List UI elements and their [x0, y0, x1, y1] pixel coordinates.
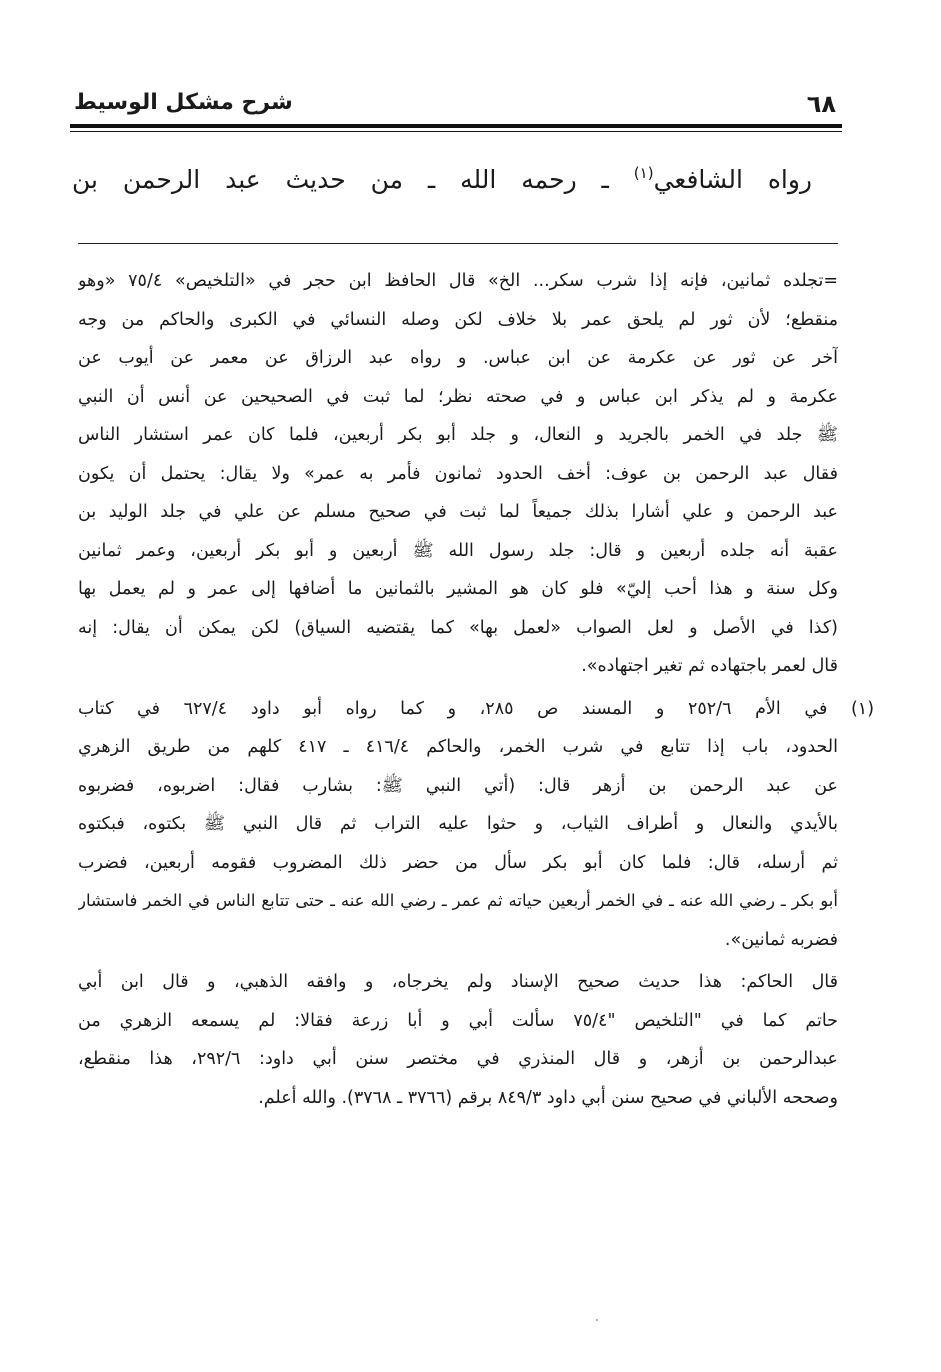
running-title: شرح مشكل الوسيط [74, 90, 293, 115]
footnote-line: عبد الرحمن و علي أشارا بذلك جميعاً لما ثبت في صحيح مسلم عن علي في جلد الوليد بن [78, 502, 838, 522]
footnote-line: (١) في الأم ٢٥٢/٦ و المسند ص ٢٨٥، و كما رواه أبو داود ٦٢٧/٤ في كتاب [78, 698, 874, 719]
footnote-line: وكل سنة و هذا أحب إليّ» فلو كان هو المشير بالثمانين ما أضافها إلى عمر و لم يعمل بها [78, 579, 838, 599]
footnote-line: عقبة أنه جلده أربعين و قال: جلد رسول الله ﷺ أربعين و أبو بكر أربعين، وعمر ثمانين [78, 540, 838, 561]
footnote-continuation [78, 262, 838, 686]
page-number: ٦٨ [806, 90, 836, 118]
footnote-line: وصححه الألباني في صحيح سنن أبي داود ٨٤٩/٣ برقم (٣٧٦٦ ـ ٣٧٦٨). والله أعلم. [258, 1087, 838, 1108]
main-text-line [72, 158, 812, 202]
footnote-line: ﷺ جلد في الخمر بالجريد و النعال، و جلد أبو بكر أربعين، فلما كان عمر استشار الناس [78, 425, 838, 445]
footnote-line: حاتم كما في "التلخيص "٧٥/٤ سألت أبي و أبا زرعة فقالا: لم يسمعه الزهري من [78, 1010, 838, 1031]
main-text-after-note: ـ رحمه الله ـ من حديث عبد الرحمن بن [72, 165, 634, 194]
footnote-line: عن عبد الرحمن بن أزهر قال: (أتي النبي ﷺ: بشارب فقال: اضربوه، فضربوه [78, 775, 838, 796]
footnotes-block [78, 262, 874, 1117]
footnote-line: =تجلده ثمانين، فإنه إذا شرب سكر... الخ» قال الحافظ ابن حجر في «التلخيص» ٧٥/٤ «وهو [78, 271, 838, 291]
footnote-line: أبو بكر ـ رضي الله عنه ـ في الخمر أربعين حياته ثم عمر ـ رضي الله عنه ـ حتى تتابع الناس في الخمر فاستشار [78, 891, 838, 910]
footnote-line: منقطع؛ لأن ثور لم يلحق عمر بلا خلاف لكن وصله النسائي في الكبرى والحاكم من وجه [78, 309, 838, 330]
footnote-1 [78, 690, 874, 960]
footnote-marker: (١) [633, 164, 654, 182]
header-rule-thin [70, 131, 842, 132]
footnote-line: قال لعمر باجتهاده ثم تغير اجتهاده». [581, 656, 838, 676]
main-text-before-note: رواه الشافعي [653, 165, 813, 194]
footnote-line: فضربه ثمانين». [724, 929, 838, 950]
header-rule-thick [70, 124, 842, 128]
footnote-line: الحدود، باب إذا تتابع في شرب الخمر، والحاكم ٤١٦/٤ ـ ٤١٧ كلهم من طريق الزهري [78, 737, 838, 757]
running-header [70, 88, 842, 128]
footnote-line: ثم أرسله، قال: فلما كان أبو بكر سأل من حضر ذلك المضروب فقومه أربعين، فضرب [78, 852, 838, 873]
footnote-line: عكرمة و لم يذكر ابن عباس و في صحته نظر؛ لما ثبت في الصحيحين عن أنس أن النبي [78, 386, 838, 407]
footnote-hakim-paragraph [78, 963, 838, 1117]
footnote-line: عبدالرحمن بن أزهر، و قال المنذري في مختصر سنن أبي داود: ٢٩٢/٦، هذا منقطع، [78, 1049, 838, 1069]
scan-speck [596, 1319, 598, 1321]
footnote-line: فقال عبد الرحمن بن عوف: أخف الحدود ثمانون فأمر به عمر» ولا يقال: يحتمل أن يكون [78, 463, 838, 484]
footnote-line: بالأيدي والنعال و أطراف الثياب، و حثوا عليه التراب ثم قال النبي ﷺ بكتوه، فبكتوه [78, 814, 838, 834]
footnote-line: قال الحاكم: هذا حديث صحيح الإسناد ولم يخرجاه، و وافقه الذهبي، و قال ابن أبي [78, 972, 838, 992]
footnote-line: آخر عن ثور عن عكرمة عن ابن عباس. و رواه عبد الرزاق عن معمر عن أيوب عن [78, 348, 838, 368]
footnote-separator [78, 243, 838, 244]
footnote-line: (كذا في الأصل و لعل الصواب «لعمل بها» كما يقتضيه السياق) لكن يمكن أن يقال: إنه [78, 617, 838, 638]
